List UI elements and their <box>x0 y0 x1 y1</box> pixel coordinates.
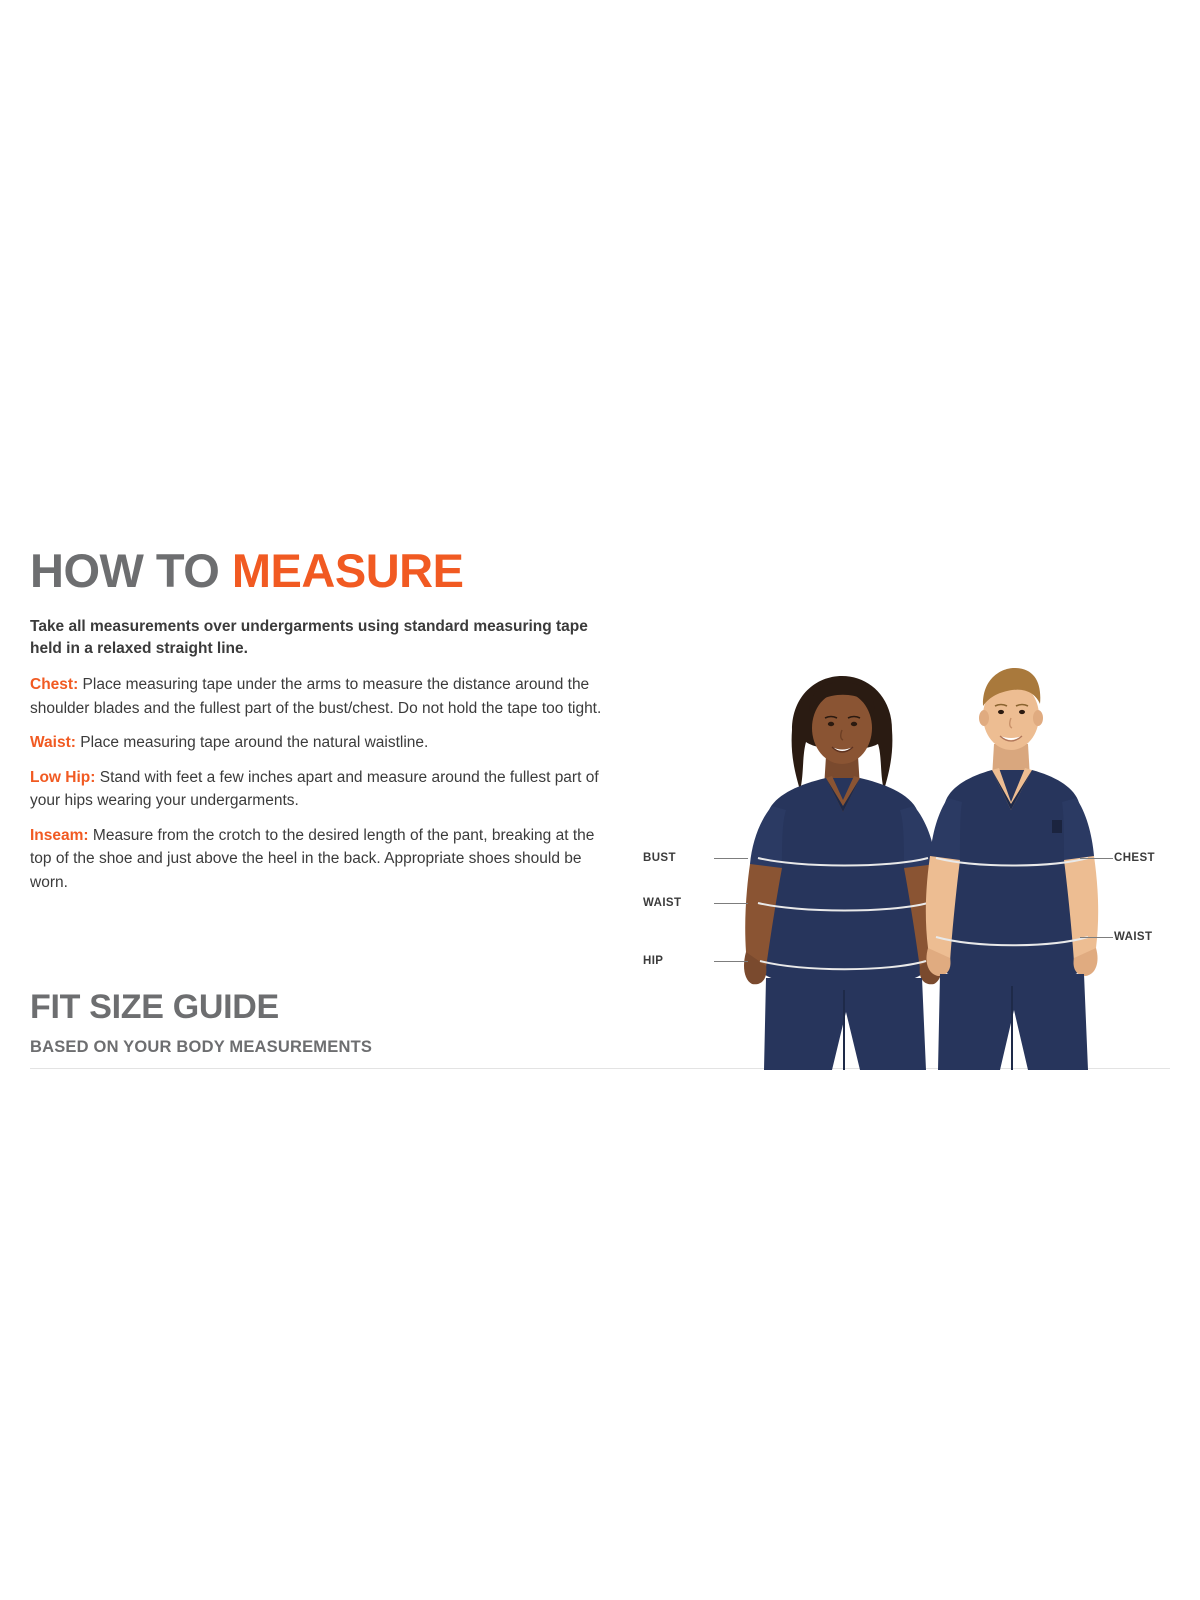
callout-bust: BUST <box>643 852 676 864</box>
callout-chest: CHEST <box>1114 852 1155 864</box>
models-figure <box>640 660 1180 1070</box>
bust-leader-line <box>714 858 748 859</box>
male-model <box>926 668 1098 1070</box>
definition-inseam-text: Measure from the crotch to the desired length of the pant, breaking at the top of the shoe and just above the heel in the back. Appropriate shoes should be worn. <box>30 826 595 891</box>
page-title-part1: HOW TO <box>30 544 232 597</box>
fit-size-guide-title: FIT SIZE GUIDE <box>30 988 279 1026</box>
chest-pocket <box>1052 820 1062 833</box>
callout-waist-left: WAIST <box>643 897 682 909</box>
definition-chest-term: Chest: <box>30 676 79 693</box>
definition-inseam <box>30 824 608 895</box>
definition-waist-term: Waist: <box>30 734 76 752</box>
definition-inseam-term: Inseam: <box>30 826 89 844</box>
chest-leader-line <box>1080 858 1113 859</box>
intro-paragraph: Take all measurements over undergarments using standard measuring tape held in a relaxed straight line. <box>30 618 588 657</box>
callout-hip: HIP <box>643 955 664 967</box>
page-title <box>30 546 463 595</box>
page-title-accent: MEASURE <box>231 544 464 597</box>
female-model <box>744 676 942 1070</box>
definition-chest-text: Place measuring tape under the arms to measure the distance around the shoulder blades and the fullest part of the bust/chest. Do not hold the tape too tight. <box>30 676 602 717</box>
definition-low-hip-text: Stand with feet a few inches apart and measure around the fullest part of your hips wearing your undergarments. <box>30 768 599 810</box>
measurement-illustration <box>640 660 1180 1070</box>
waist-leader-line <box>714 903 748 904</box>
definition-waist <box>30 731 608 755</box>
male-waist-leader-line <box>1080 937 1113 938</box>
definition-chest <box>30 673 608 720</box>
hip-leader-line <box>714 961 748 962</box>
measurement-definitions <box>30 673 608 905</box>
definition-low-hip <box>30 766 608 813</box>
definition-waist-text: Place measuring tape around the natural waistline. <box>80 734 429 752</box>
definition-low-hip-term: Low Hip: <box>30 768 96 786</box>
callout-waist-right: WAIST <box>1114 931 1153 943</box>
fit-size-guide-subtitle: BASED ON YOUR BODY MEASUREMENTS <box>30 1038 373 1056</box>
